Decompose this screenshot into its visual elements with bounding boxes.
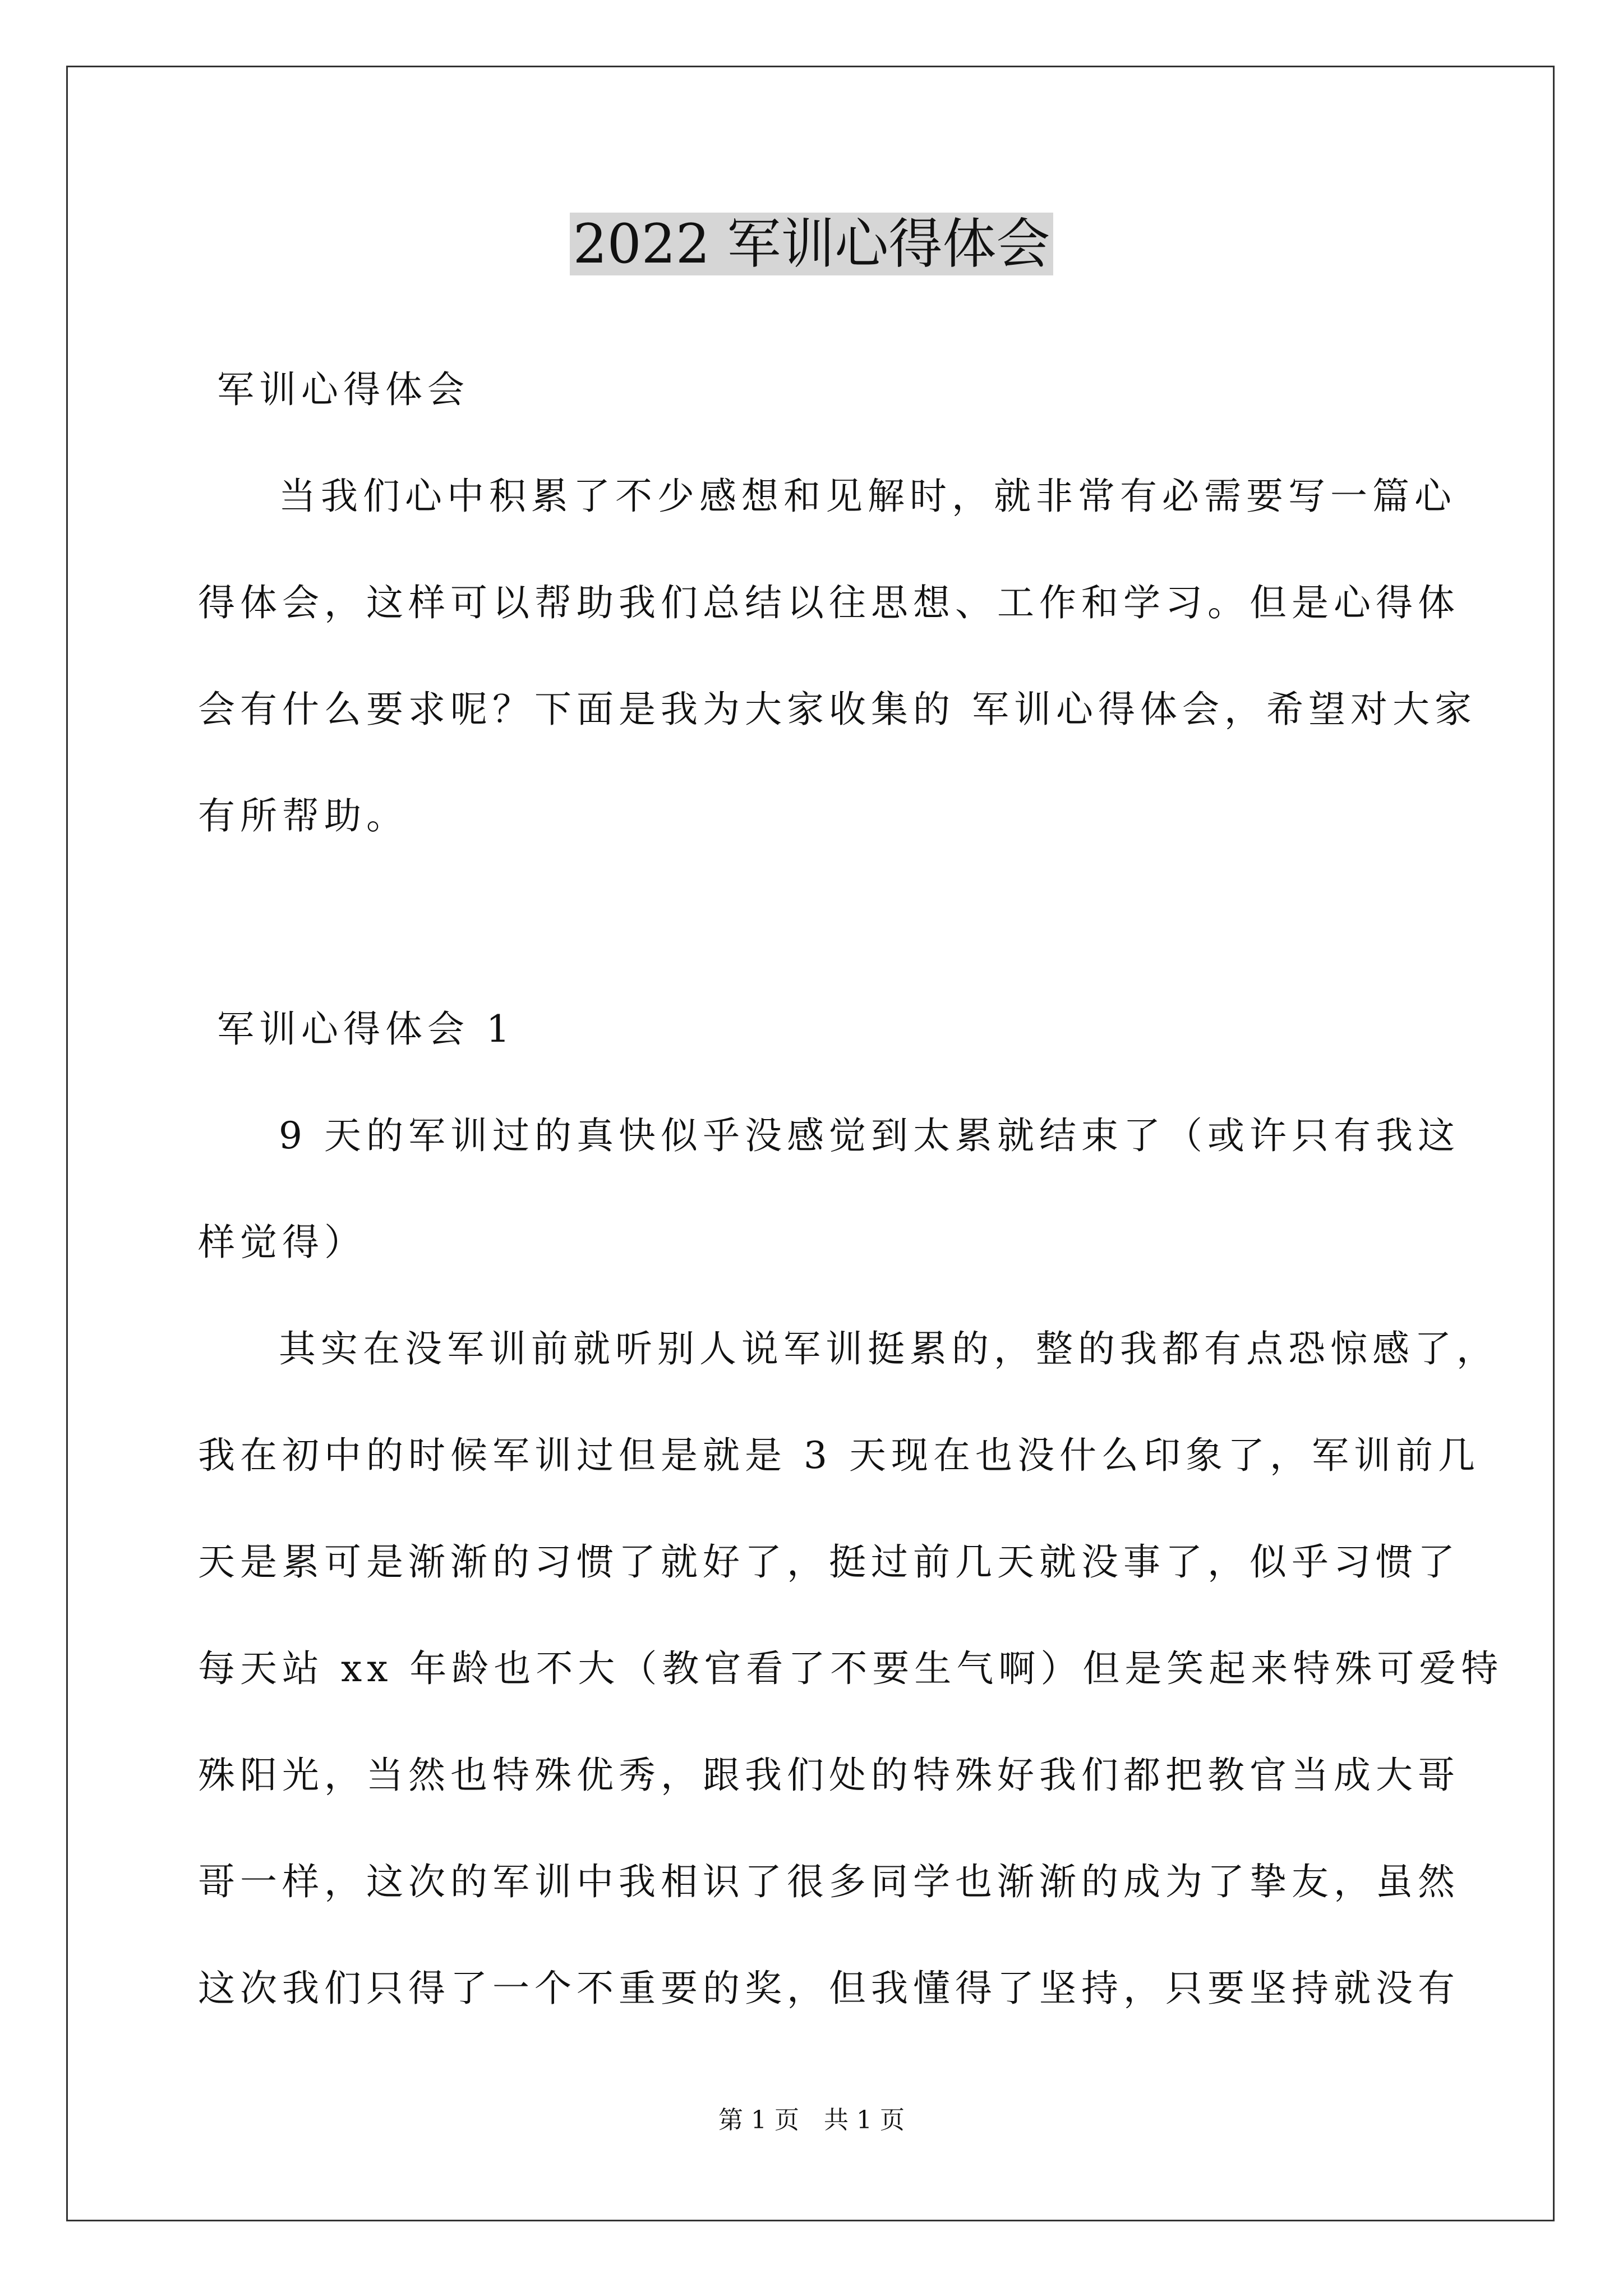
paragraph-line: 其实在没军训前就听别人说军训挺累的，整的我都有点恐惊感了， [279,1327,1498,1370]
paragraph-line: 每天站 xx 年龄也不大（教官看了不要生气啊）但是笑起来特殊可爱特 [198,1647,1504,1690]
intro-line: 得体会，这样可以帮助我们总结以往思想、工作和学习。但是心得体 [198,581,1460,624]
paragraph-line: 我在初中的时候军训过但是就是 3 天现在也没什么印象了，军训前几 [198,1434,1480,1477]
paragraph-line: 天是累可是渐渐的习惯了就好了，挺过前几天就没事了，似乎习惯了 [198,1540,1460,1584]
section-spacer [198,869,1443,976]
document-title-text: 2022 军训心得体会 [570,213,1054,275]
paragraph-line: 这次我们只得了一个不重要的奖，但我懂得了坚持，只要坚持就没有 [198,1967,1460,2010]
paragraph-line: 殊阳光，当然也特殊优秀，跟我们处的特殊好我们都把教官当成大哥 [198,1754,1460,1797]
page-number: 第 1 页 共 1 页 [718,2106,905,2134]
document-body [198,337,1504,2042]
intro-line: 会有什么要求呢？下面是我为大家收集的 军训心得体会，希望对大家 [198,688,1477,731]
intro-line: 当我们心中积累了不少感想和见解时，就非常有必需要写一篇心 [279,475,1456,518]
document-title [0,208,1623,280]
intro-heading: 军训心得体会 [217,368,469,411]
section-heading: 军训心得体会 1 [217,1007,515,1051]
paragraph-line: 9 天的军训过的真快似乎没感觉到太累就结束了（或许只有我这 [279,1114,1460,1157]
intro-line: 有所帮助。 [198,794,408,838]
paragraph-line: 样觉得） [198,1221,366,1264]
paragraph-line: 哥一样，这次的军训中我相识了很多同学也渐渐的成为了挚友，虽然 [198,1860,1460,1903]
